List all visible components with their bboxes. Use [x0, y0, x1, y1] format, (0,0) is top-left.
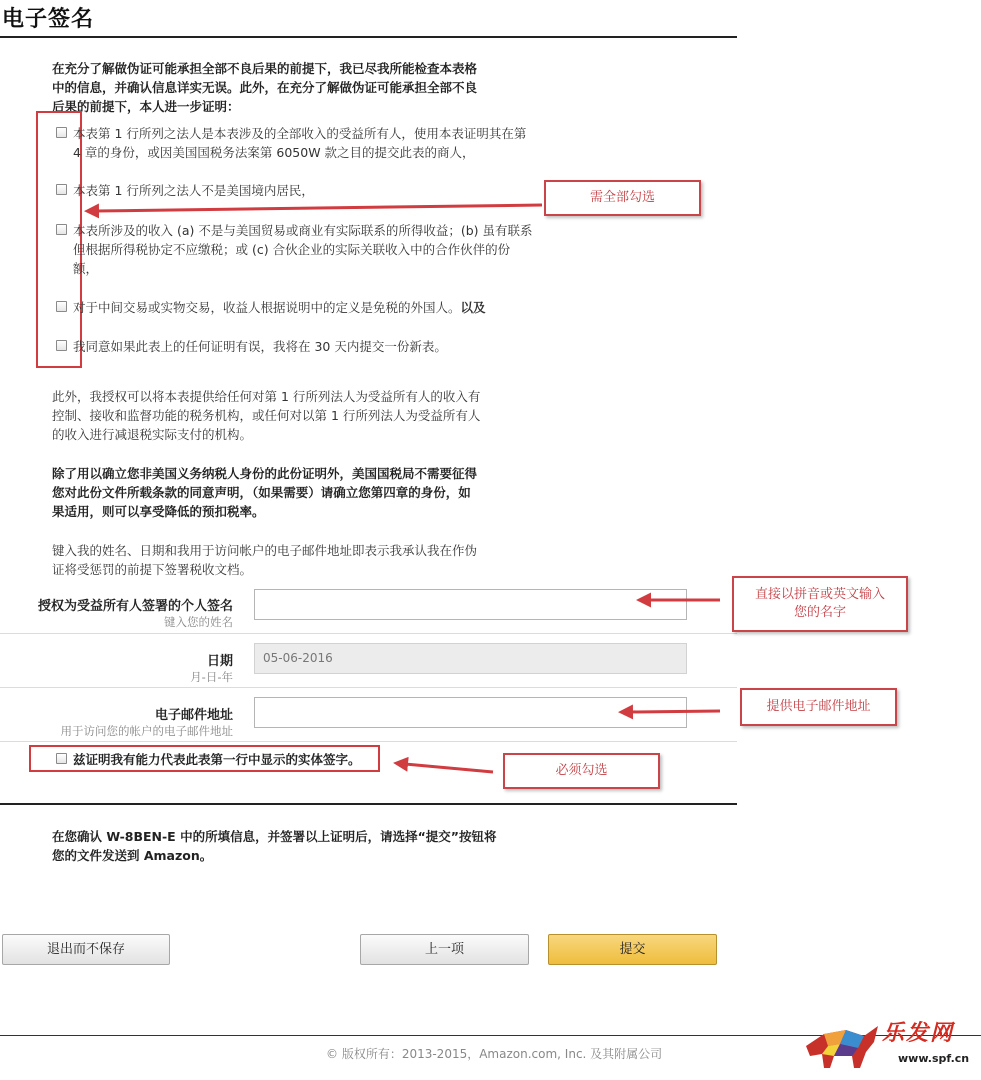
cert-text-3: 本表所涉及的收入 (a) 不是与美国贸易或商业有实际联系的所得收益；(b) 虽有联系 但根据所得税协定不应缴税；或 (c) 合伙企业的实际关联收入中的合作伙伴的份 额，	[73, 223, 533, 276]
annotation-name-hint: 直接以拼音或英文输入 您的名字	[732, 576, 908, 632]
watermark-bull-icon	[800, 1016, 884, 1072]
consent-paragraph: 键入我的姓名、日期和我用于访问帐户的电子邮件地址即表示我承认我在作伪 证将受惩罚的前提下签署税收文档。	[52, 543, 478, 577]
cert-text-4-suffix: 以及	[460, 300, 486, 315]
signature-hint: 键入您的姓名	[164, 615, 233, 629]
cert-text-1: 本表第 1 行所列之法人是本表涉及的全部收入的受益所有人，使用本表证明其在第 4 章的身份，或因美国国税务法案第 6050W 款之目的提交此表的商人，	[73, 126, 527, 160]
authorization-paragraph: 此外，我授权可以将本表提供给任何对第 1 行所列法人为受益所有人的收入有 控制、接收和监督功能的税务机构，或任何对以第 1 行所列法人为受益所有人 的收入进行减退税实际支付的机构。	[52, 389, 481, 442]
submit-note: 在您确认 W-8BEN-E 中的所填信息，并签署以上证明后，请选择“提交”按钮将 您的文件发送到 Amazon。	[52, 829, 497, 863]
annotation-check-all: 需全部勾选	[544, 180, 701, 216]
annotation-must-check: 必须勾选	[503, 753, 660, 789]
date-hint: 月-日-年	[190, 670, 233, 684]
previous-button[interactable]: 上一项	[360, 934, 529, 965]
cert-text-2: 本表第 1 行所列之法人不是美国境内居民，	[73, 183, 314, 198]
arrow-email	[630, 711, 720, 712]
page-title: 电子签名	[2, 7, 95, 32]
email-label: 电子邮件地址	[154, 708, 233, 723]
annotation-email-hint: 提供电子邮件地址	[740, 688, 897, 726]
submit-button[interactable]: 提交	[548, 934, 717, 965]
capacity-checkbox-label: 兹证明我有能力代表此表第一行中显示的实体签字。	[73, 752, 361, 767]
cert-text-5: 我同意如果此表上的任何证明有误，我将在 30 天内提交一份新表。	[73, 339, 447, 354]
irs-paragraph: 除了用以确立您非美国义务纳税人身份的此份证明外，美国国税局不需要征得 您对此份文件所载条款的同意声明，（如果需要）请确立您第四章的身份，如 果适用，则可以享受降低的预扣税率。	[52, 466, 478, 519]
email-hint: 用于访问您的帐户的电子邮件地址	[60, 724, 233, 738]
footer-copyright: © 版权所有：2013-2015，Amazon.com, Inc. 及其附属公司	[326, 1047, 663, 1061]
intro-paragraph: 在充分了解做伪证可能承担全部不良后果的前提下，我已尽我所能检查本表格 中的信息，并确认信息详实无误。此外，在充分了解做伪证可能承担全部不良 后果的前提下，本人进一步证明：	[52, 61, 478, 114]
cert-text-4: 对于中间交易或实物交易，收益人根据说明中的定义是免税的外国人。以及	[73, 300, 486, 315]
date-label: 日期	[206, 654, 233, 669]
watermark-url: www.spf.cn	[898, 1052, 970, 1065]
signature-label: 授权为受益所有人签署的个人签名	[37, 599, 233, 614]
arrow-must-check	[405, 764, 493, 772]
exit-without-saving-button[interactable]: 退出而不保存	[2, 934, 170, 965]
arrow-check-all	[96, 205, 542, 211]
watermark-text: 乐发网	[882, 1021, 955, 1046]
date-input: 05-06-2016	[254, 643, 687, 674]
